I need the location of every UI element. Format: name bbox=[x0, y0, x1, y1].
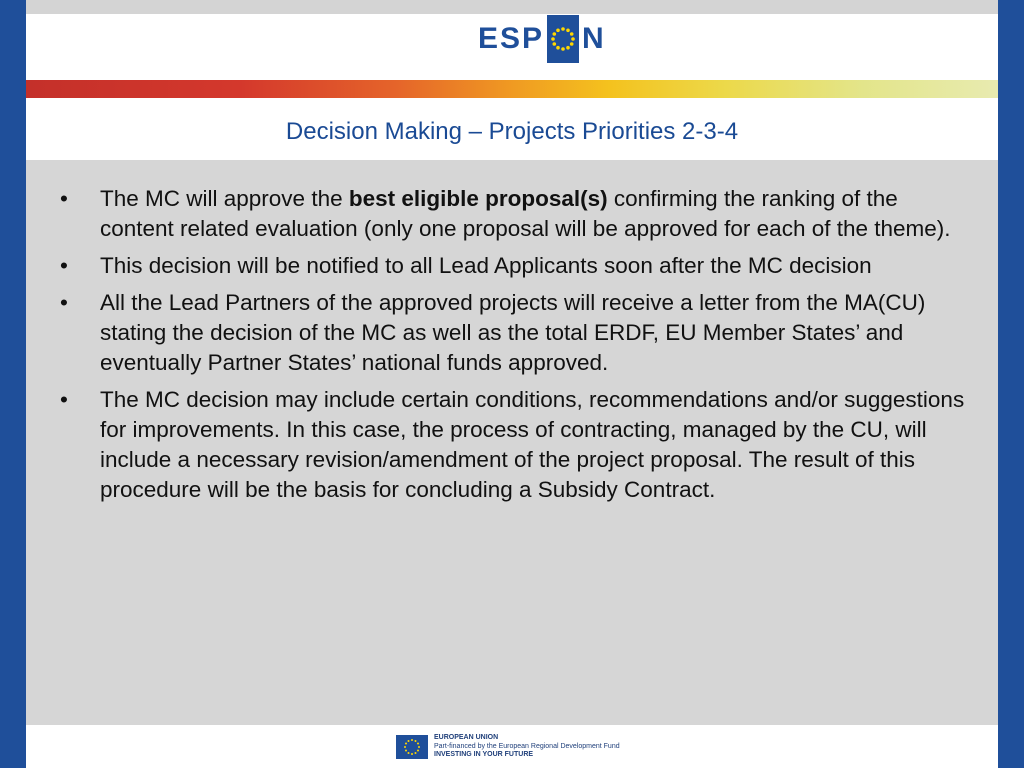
eu-funding-line-2: Part-financed by the European Regional Development Fund bbox=[434, 742, 620, 750]
bullet-icon: • bbox=[60, 387, 68, 412]
logo-text-right: N bbox=[582, 22, 606, 55]
slide-header bbox=[26, 0, 998, 80]
europe-map-band bbox=[26, 80, 998, 98]
left-border-bar bbox=[0, 0, 26, 768]
logo-text-left: ESP bbox=[478, 22, 545, 55]
bullet-item bbox=[26, 251, 968, 281]
espon-logo bbox=[478, 14, 606, 64]
slide-footer bbox=[26, 725, 998, 768]
bullet-icon: • bbox=[60, 290, 68, 315]
bullet-bold-text: best eligible proposal(s) bbox=[348, 186, 608, 211]
title-area bbox=[26, 98, 998, 160]
right-border-bar bbox=[998, 0, 1024, 768]
eu-flag-icon bbox=[396, 735, 428, 759]
bullet-text: All the Lead Partners of the approved projects will receive a letter from the MA(CU) stating the decision of the MC as well as the total ERDF, EU Member States’ and eventually Partner States’ national funds approved. bbox=[100, 290, 926, 375]
eu-funding-text bbox=[434, 734, 620, 760]
bullet-text-end: confirming the ranking of the content related evaluation (only one proposal will be approved for each of the theme). bbox=[100, 186, 951, 241]
slide-title: Decision Making – Projects Priorities 2-3-4 bbox=[285, 118, 739, 145]
bullet-list bbox=[26, 160, 998, 505]
bullet-icon: • bbox=[60, 186, 68, 211]
eu-stars-icon bbox=[547, 15, 579, 63]
bullet-item bbox=[26, 184, 968, 244]
bullet-text: The MC decision may include certain conditions, recommendations and/or suggestions for improvements. In this case, the process of contracting, managed by the CU, will include a necessary revision/amendment of the project proposal. The result of this procedure will be the basis for concluding a Subsidy Contract. bbox=[100, 387, 965, 502]
header-top-strip bbox=[26, 0, 998, 14]
bullet-item bbox=[26, 288, 968, 378]
bullet-text-start: The MC will approve the bbox=[100, 186, 349, 211]
bullet-text: This decision will be notified to all Lead Applicants soon after the MC decision bbox=[100, 253, 872, 278]
slide-content bbox=[26, 160, 998, 725]
eu-funding-line-1: EUROPEAN UNION bbox=[434, 734, 499, 741]
bullet-icon: • bbox=[60, 253, 68, 278]
eu-funding-line-3: INVESTING IN YOUR FUTURE bbox=[434, 751, 534, 758]
bullet-item bbox=[26, 385, 968, 505]
